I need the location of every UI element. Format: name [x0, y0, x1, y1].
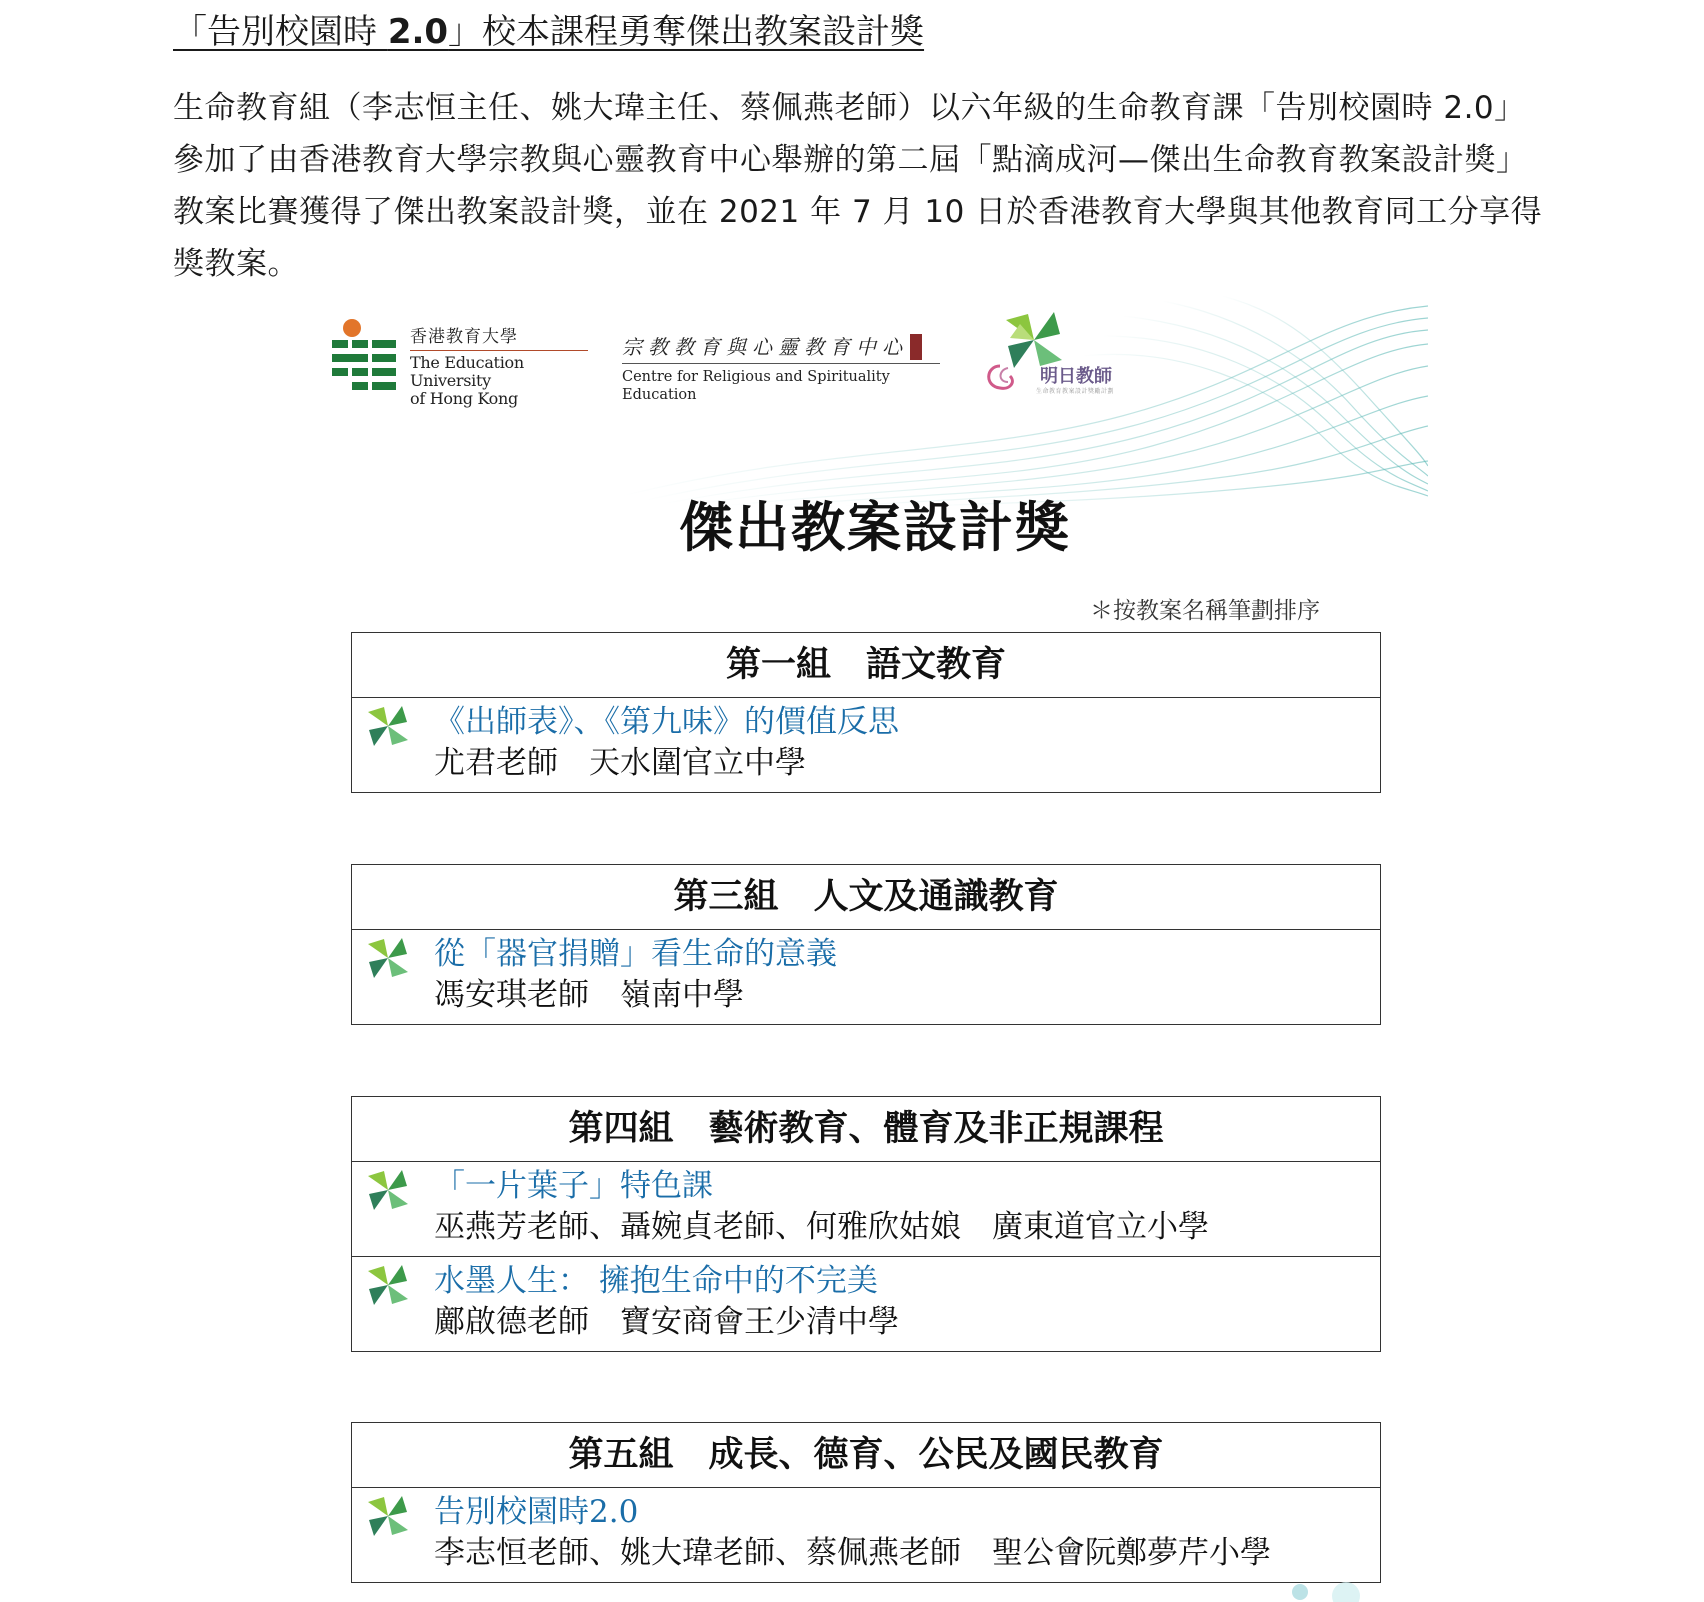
group-box-3: [351, 864, 1381, 1025]
entry-title: 水墨人生： 擁抱生命中的不完美: [434, 1263, 878, 1299]
award-title: 傑出教案設計獎: [679, 495, 1071, 559]
tomorrow-teachers-name: 明日教師: [1040, 366, 1112, 387]
eduhk-logo: [330, 318, 600, 408]
seal-icon: [910, 334, 922, 360]
group-box-5: [351, 1422, 1381, 1583]
group-heading: 第五組 成長、德育、公民及國民教育: [352, 1423, 1380, 1488]
entry-people: 尤君老師 天水圍官立中學: [434, 745, 806, 781]
entry-people: 馮安琪老師 嶺南中學: [434, 977, 744, 1013]
tomorrow-teachers-sub: 生命教育教案設計獎勵計劃: [1036, 388, 1115, 395]
group-heading: 第三組 人文及通識教育: [352, 865, 1380, 930]
pinwheel-icon: [366, 1263, 410, 1307]
group-box-1: [351, 632, 1381, 793]
pinwheel-icon: [366, 936, 410, 980]
group-box-4: [351, 1096, 1381, 1352]
eduhk-name-cn: 香港教育大學: [410, 327, 518, 347]
crse-name-en: Centre for Religious and Spirituality Education: [622, 369, 890, 403]
award-poster: [322, 296, 1428, 1602]
decorative-dots: [1290, 1578, 1400, 1602]
award-entry: [352, 930, 1380, 1024]
headline-version: 2.0: [387, 12, 449, 52]
tomorrow-teachers-logo: [980, 304, 1120, 404]
eduhk-name-en-line1: The Education University: [410, 353, 524, 390]
entry-people: 李志恒老師、姚大瑋老師、蔡佩燕老師 聖公會阮鄭夢芹小學: [434, 1535, 1271, 1571]
entry-people: 鄺啟德老師 寶安商會王少清中學: [434, 1304, 899, 1340]
eduhk-emblem-icon: [330, 318, 398, 394]
entry-title: 從「器官捐贈」看生命的意義: [434, 936, 837, 972]
award-entry: [352, 1256, 1380, 1351]
award-entry: [352, 1162, 1380, 1256]
group-heading: 第四組 藝術教育、體育及非正規課程: [352, 1097, 1380, 1162]
award-entry: [352, 698, 1380, 792]
pinwheel-icon: [366, 1494, 410, 1538]
sort-note: ＊按教案名稱筆劃排序: [1090, 598, 1320, 624]
entry-title: 「一片葉子」特色課: [434, 1168, 713, 1204]
entry-people: 巫燕芳老師、聶婉貞老師、何雅欣姑娘 廣東道官立小學: [434, 1209, 1209, 1245]
pinwheel-icon: [366, 1168, 410, 1212]
headline-suffix: 」校本課程勇奪傑出教案設計獎: [448, 12, 925, 52]
article-intro: 生命教育組（李志恒主任、姚大瑋主任、蔡佩燕老師）以六年級的生命教育課「告別校園時 2.0」參加了由香港教育大學宗教與心靈教育中心舉辦的第二屆「點滴成河—傑出生命教育教案設計獎」教案比賽獲得了傑出教案設計獎，並在 2021 年 7 月 10 日於香港教育大學與其他教育同工分享得獎教案。: [173, 90, 1543, 282]
award-entry: [352, 1488, 1380, 1582]
entry-title: 告別校園時2.0: [434, 1494, 639, 1530]
headline-prefix: 「告別校園時: [173, 12, 388, 52]
crse-name-cn: 宗教教育與心靈教育中心: [622, 335, 908, 359]
pinwheel-icon: [366, 704, 410, 748]
article-headline: [173, 10, 924, 54]
group-heading: 第一組 語文教育: [352, 633, 1380, 698]
crse-logo: [622, 334, 952, 403]
entry-title: 《出師表》、《第九味》的價值反思: [434, 704, 899, 740]
eduhk-name-en-line2: of Hong Kong: [410, 389, 518, 408]
